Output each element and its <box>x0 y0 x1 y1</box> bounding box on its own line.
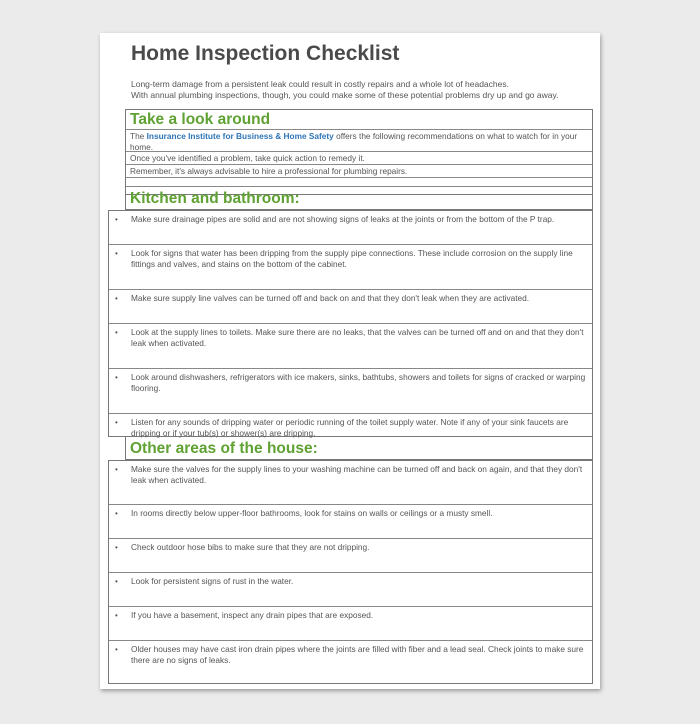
bullet-icon: • <box>115 611 118 620</box>
list-item-text: Look at the supply lines to toilets. Make sure there are no leaks, that the valves can be turned off and on and that they don't leak when activated. <box>131 327 584 348</box>
kitchen-bathroom-list <box>108 210 593 437</box>
list-item <box>109 573 592 607</box>
list-item <box>109 290 592 324</box>
list-item <box>109 211 592 245</box>
list-item-text: Check outdoor hose bibs to make sure that they are not dripping. <box>131 542 370 552</box>
list-item-text: Make sure drainage pipes are solid and are not showing signs of leaks at the joints or from the bottom of the P trap. <box>131 214 555 224</box>
section-heading: Other areas of the house: <box>130 440 318 457</box>
page-title: Home Inspection Checklist <box>131 42 400 65</box>
document-page <box>100 33 600 689</box>
bullet-icon: • <box>115 215 118 224</box>
list-item-text: Make sure supply line valves can be turned off and back on and that they don't leak when they are activated. <box>131 293 530 303</box>
row-text: Once you've identified a problem, take quick action to remedy it. <box>130 153 365 163</box>
list-item <box>109 414 592 438</box>
list-item-text: In rooms directly below upper-floor bathrooms, look for stains on walls or ceilings or a musty smell. <box>131 508 493 518</box>
bullet-icon: • <box>115 249 118 258</box>
list-item <box>109 245 592 290</box>
list-item <box>109 369 592 414</box>
bullet-icon: • <box>115 294 118 303</box>
list-item-text: Look for signs that water has been dripping from the supply pipe connections. These include corrosion on the supply line fittings and valves, and stains on the bottom of the cabinet. <box>131 248 573 269</box>
list-item-text: If you have a basement, inspect any drain pipes that are exposed. <box>131 610 374 620</box>
list-item-text: Older houses may have cast iron drain pipes where the joints are filled with fiber and a lead seal. Check joints to make sure there are no signs of leaks. <box>131 644 584 665</box>
intro-line-1: Long-term damage from a persistent leak could result in costly repairs and a whole lot of headaches. <box>131 79 509 89</box>
intro-text <box>131 79 591 101</box>
bullet-icon: • <box>115 577 118 586</box>
row-text-suffix: offers the following recommendations on what to watch for in your home. <box>130 131 578 152</box>
row-text: Remember, it's always advisable to hire a professional for plumbing repairs. <box>130 166 408 176</box>
table-row <box>126 152 592 165</box>
list-item-text: Look for persistent signs of rust in the water. <box>131 576 294 586</box>
list-item <box>109 539 592 573</box>
section-heading-row <box>126 110 592 130</box>
intro-line-2: With annual plumbing inspections, though, you could make some of these potential problems dry up and go away. <box>131 90 559 100</box>
list-item <box>109 505 592 539</box>
list-item <box>109 324 592 369</box>
bullet-icon: • <box>115 543 118 552</box>
iibhs-link[interactable]: Insurance Institute for Business & Home Safety <box>146 131 334 141</box>
section-other-areas-heading-box <box>125 437 593 460</box>
section-heading: Kitchen and bathroom: <box>130 190 300 207</box>
table-row <box>126 130 592 152</box>
list-item <box>109 461 592 505</box>
list-item <box>109 607 592 641</box>
bullet-icon: • <box>115 418 118 427</box>
list-item-text: Make sure the valves for the supply lines to your washing machine can be turned off and back on again, and that they don't leak when activated. <box>131 464 583 485</box>
list-item-text: Listen for any sounds of dripping water or periodic running of the toilet supply water. Note if any of your sink faucets are dripping or if your tub(s) or shower(s) are dripping. <box>131 417 569 438</box>
other-areas-list <box>108 460 593 684</box>
empty-row <box>126 178 592 187</box>
row-text-prefix: The <box>130 131 147 141</box>
list-item-text: Look around dishwashers, refrigerators with ice makers, sinks, bathtubs, showers and toilets for signs of cracked or warping flooring. <box>131 372 586 393</box>
section-take-a-look-table <box>125 109 593 195</box>
bullet-icon: • <box>115 509 118 518</box>
section-heading: Take a look around <box>130 111 271 128</box>
bullet-icon: • <box>115 328 118 337</box>
bullet-icon: • <box>115 645 118 654</box>
bullet-icon: • <box>115 465 118 474</box>
section-kitchen-heading-box <box>125 188 593 210</box>
list-item <box>109 641 592 685</box>
table-row <box>126 165 592 178</box>
bullet-icon: • <box>115 373 118 382</box>
